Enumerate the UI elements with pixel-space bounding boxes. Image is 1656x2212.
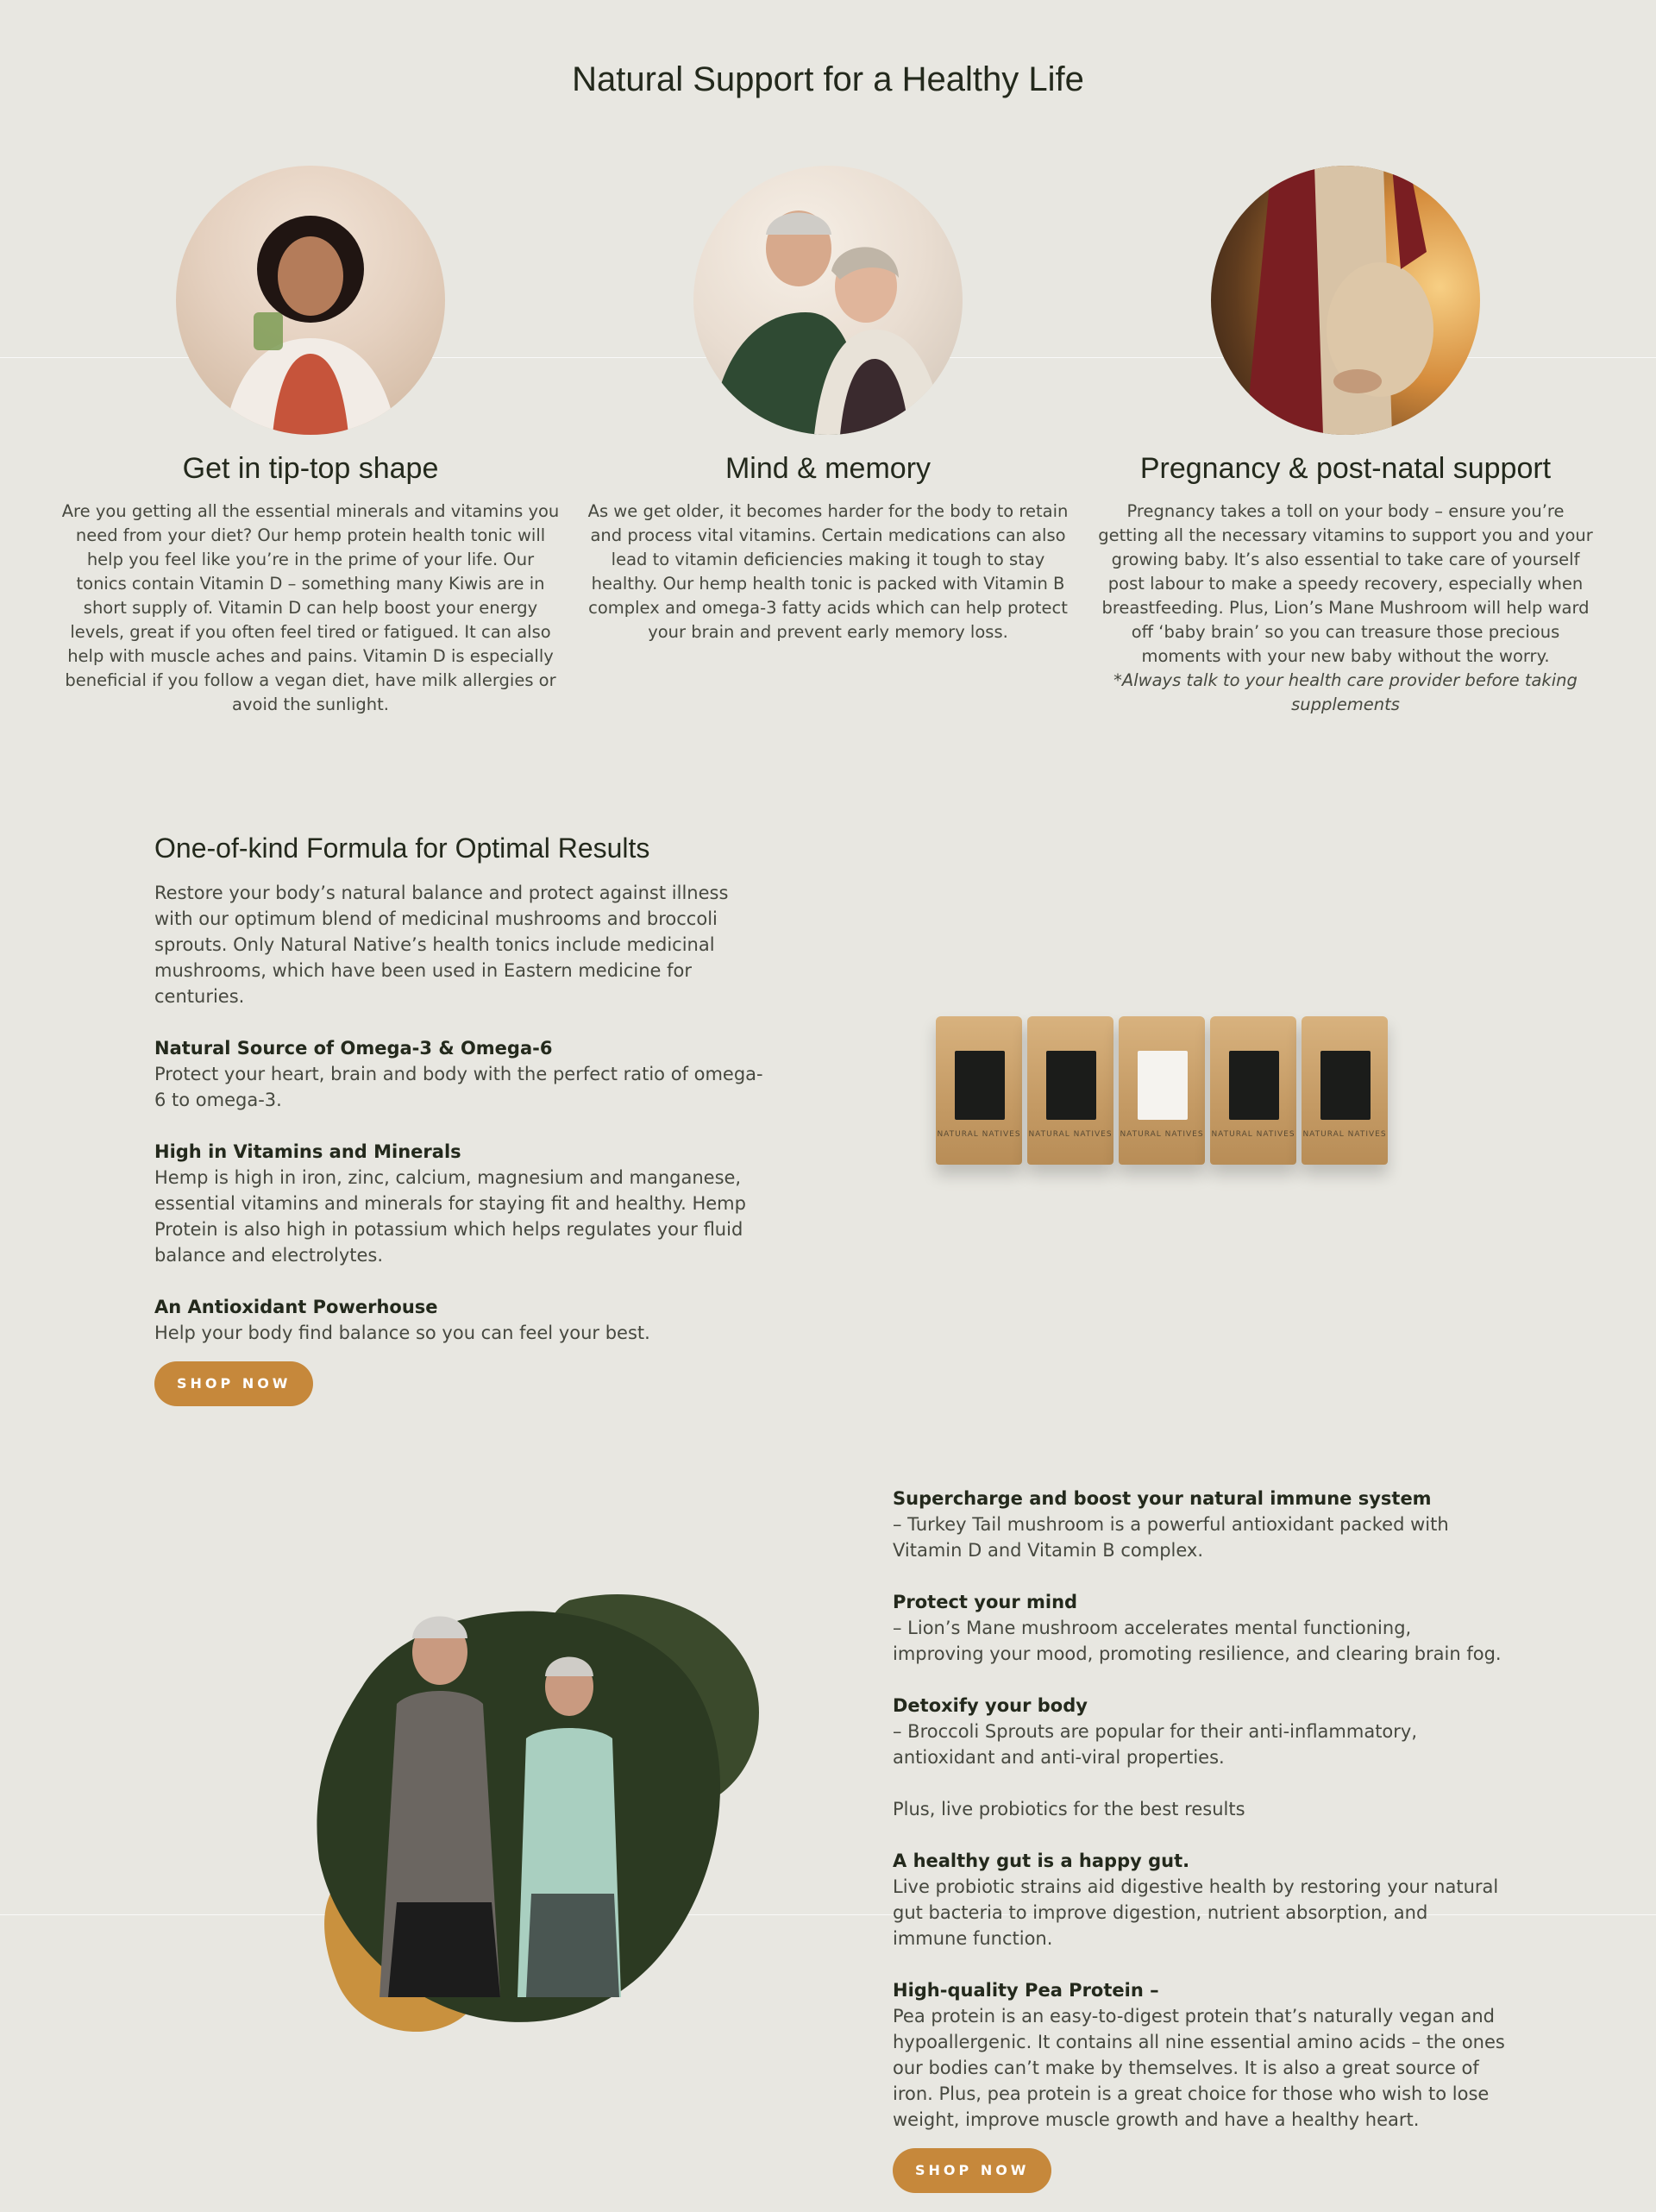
hemp-protein-pouch bbox=[1119, 1016, 1205, 1165]
benefit-text: Plus, live probiotics for the best results bbox=[893, 1799, 1245, 1819]
shop-now-button[interactable]: SHOP NOW bbox=[154, 1361, 313, 1406]
section-title: Natural Support for a Healthy Life bbox=[572, 60, 1084, 98]
benefit-item bbox=[893, 1848, 1507, 1951]
formula-title: One-of-kind Formula for Optimal Results bbox=[154, 833, 650, 864]
benefit-text: Pea protein is an easy-to-digest protein that’s naturally vegan and hypoallergenic. It contains all nine essential amino acids – the ones our bodies can’t make by themselves. It is also a great source of iron. Plus, pea protein is a great choice for those who wish to lose weight, improve muscle growth and have a healthy heart. bbox=[893, 2006, 1505, 2130]
benefit-item bbox=[893, 1486, 1507, 1563]
pouch-brand: NATURAL NATIVES bbox=[1120, 1130, 1204, 1139]
feature-text: Help your body find balance so you can feel your best. bbox=[154, 1323, 650, 1343]
pouch-brand: NATURAL NATIVES bbox=[1211, 1130, 1295, 1139]
formula-intro: Restore your body’s natural balance and protect against illness with our optimum blend of medicinal mushrooms and broccoli sprouts. Only Natural Native’s health tonics include medicinal mushrooms, which have been used in Eastern medicine for centuries. bbox=[154, 883, 729, 1007]
shop-now-button[interactable]: SHOP NOW bbox=[893, 2148, 1051, 2193]
hemp-protein-pouch bbox=[1210, 1016, 1296, 1165]
feature-block bbox=[154, 1294, 768, 1346]
woman-smoothie-photo bbox=[176, 166, 445, 435]
benefit-text: – Lion’s Mane mushroom accelerates mental functioning, improving your mood, promoting resilience, and clearing brain fog. bbox=[893, 1618, 1502, 1664]
column-heading: Mind & memory bbox=[724, 452, 932, 485]
benefit-text: – Turkey Tail mushroom is a powerful antioxidant packed with Vitamin D and Vitamin B complex. bbox=[893, 1514, 1449, 1561]
benefit-item bbox=[893, 1977, 1507, 2133]
column-text: As we get older, it becomes harder for the body to retain and process vital vitamins. Certain medications can also lead to vitamin deficiencies making it tough to stay healthy. Our hemp health tonic is packed with Vitamin B complex and omega-3 fatty acids which can help protect your brain and prevent early memory loss. bbox=[587, 501, 1069, 642]
feature-title: Natural Source of Omega-3 & Omega-6 bbox=[154, 1038, 553, 1059]
column-text: Pregnancy takes a toll on your body – ensure you’re getting all the necessary vitamins to support you and your growing baby. It’s also essential to take care of yourself post labour to make a speedy recovery, especially when breastfeeding. Plus, Lion’s Mane Mushroom will help ward off ‘baby brain’ so you can treasure those precious moments with your new baby without the worry. bbox=[1098, 501, 1593, 666]
benefit-text: – Broccoli Sprouts are popular for their anti-inflammatory, antioxidant and anti-viral properties. bbox=[893, 1721, 1418, 1768]
hemp-protein-pouch bbox=[1302, 1016, 1388, 1165]
older-couple-photo bbox=[693, 166, 963, 435]
pouch-brand: NATURAL NATIVES bbox=[1028, 1130, 1113, 1139]
benefit-title: A healthy gut is a happy gut. bbox=[893, 1851, 1190, 1871]
column-text: Are you getting all the essential minerals and vitamins you need from your diet? Our hemp protein health tonic will help you feel like you’re in the prime of your life. Our tonics contain Vitamin D – something many Kiwis are in short supply of. Vitamin D can help boost your energy levels, great if you often feel tired or fatigued. It can also help with muscle aches and pains. Vitamin D is especially beneficial if you follow a vegan diet, have milk allergies or avoid the sunlight. bbox=[61, 501, 560, 714]
feature-column-pregnancy bbox=[1095, 166, 1596, 717]
benefits-section bbox=[893, 1486, 1507, 2193]
feature-block bbox=[154, 1035, 768, 1113]
couple-yoga-image bbox=[310, 1583, 776, 2049]
feature-title: High in Vitamins and Minerals bbox=[154, 1141, 461, 1162]
feature-column-mind bbox=[578, 166, 1078, 644]
benefit-item bbox=[893, 1589, 1507, 1667]
pregnant-woman-photo bbox=[1211, 166, 1480, 435]
hemp-protein-pouch bbox=[1027, 1016, 1113, 1165]
benefit-title: Protect your mind bbox=[893, 1592, 1078, 1612]
formula-section bbox=[154, 833, 768, 1406]
feature-text: Protect your heart, brain and body with the perfect ratio of omega-6 to omega-3. bbox=[154, 1064, 763, 1110]
column-heading: Get in tip-top shape bbox=[182, 452, 439, 485]
benefit-title: Detoxify your body bbox=[893, 1695, 1088, 1716]
column-heading: Pregnancy & post-natal support bbox=[1139, 452, 1552, 485]
hemp-protein-pouch bbox=[936, 1016, 1022, 1165]
product-pouches-image bbox=[936, 1009, 1393, 1182]
feature-text: Hemp is high in iron, zinc, calcium, magnesium and manganese, essential vitamins and minerals for staying fit and healthy. Hemp Protein is also high in potassium which helps regulates your fluid balance and electrolytes. bbox=[154, 1167, 746, 1266]
feature-block bbox=[154, 1139, 768, 1268]
benefit-title: High-quality Pea Protein – bbox=[893, 1980, 1159, 2001]
pouch-brand: NATURAL NATIVES bbox=[1302, 1130, 1387, 1139]
benefit-title: Supercharge and boost your natural immune system bbox=[893, 1488, 1432, 1509]
benefit-text: Live probiotic strains aid digestive health by restoring your natural gut bacteria to improve digestion, nutrient absorption, and immune function. bbox=[893, 1876, 1499, 1949]
feature-column-shape bbox=[60, 166, 561, 717]
feature-title: An Antioxidant Powerhouse bbox=[154, 1297, 438, 1317]
disclaimer-note: *Always talk to your health care provider before taking supplements bbox=[1113, 670, 1578, 714]
benefit-item bbox=[893, 1796, 1507, 1822]
benefit-item bbox=[893, 1693, 1507, 1770]
pouch-brand: NATURAL NATIVES bbox=[937, 1130, 1021, 1139]
